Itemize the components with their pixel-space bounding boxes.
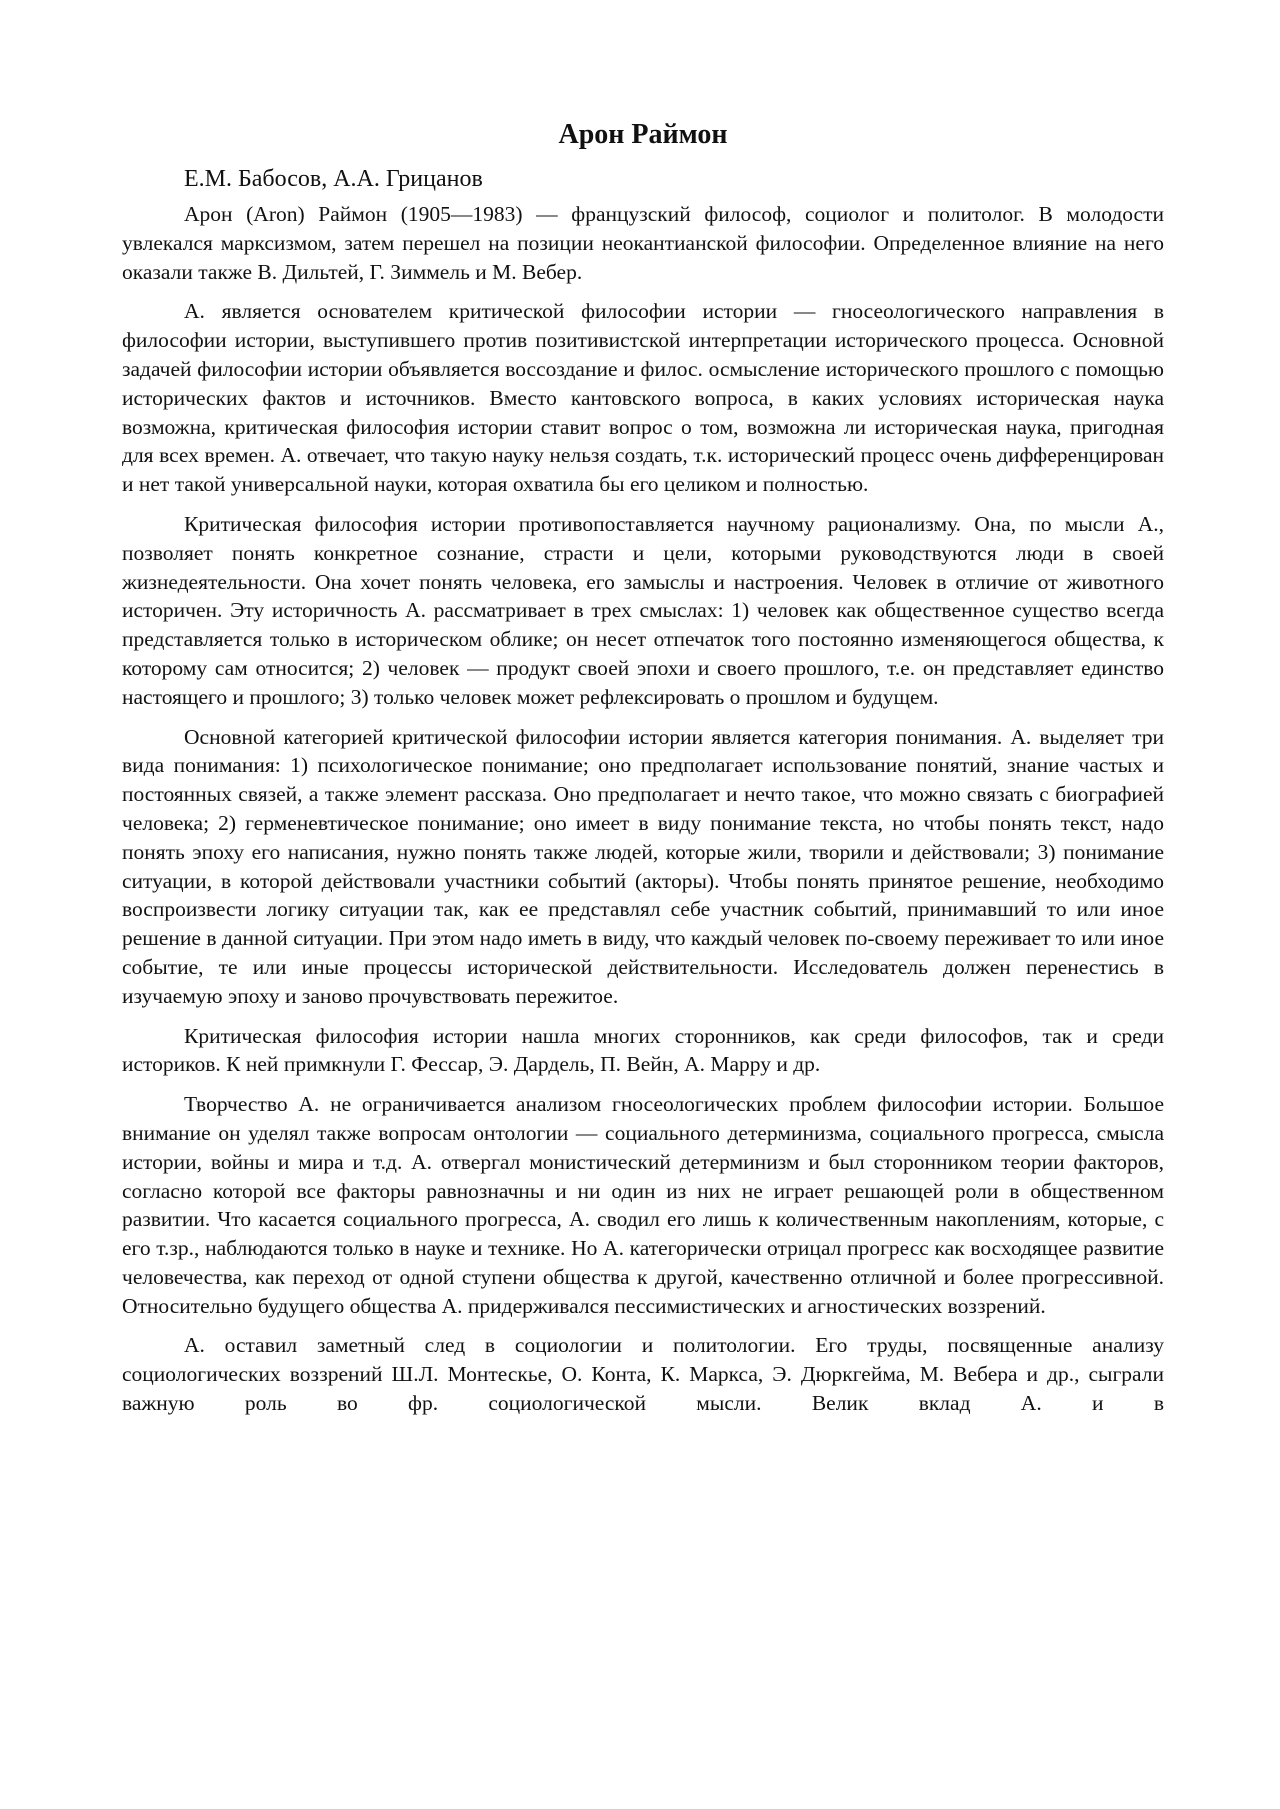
paragraph-3: Критическая философия истории противопоставляется научному рационализму. Она, по мысли А., позволяет понять конкретное сознание, страсти и цели, которыми руководствуются люди в своей жизнедеятельности. Она хочет понять человека, его замыслы и настроения. Человек в отличие от животного историчен. Эту историчность А. рассматривает в трех смыслах: 1) человек как общественное существо всегда представляется только в историческом облике; он несет отпечаток того постоянно изменяющегося общества, к которому сам относится; 2) человек — продукт своей эпохи и своего прошлого, т.е. он представляет единство настоящего и прошлого; 3) только человек может рефлексировать о прошлом и будущем. [122, 511, 1164, 709]
paragraph-7: А. оставил заметный след в социологии и политологии. Его труды, посвященные анализу социологических воззрений Ш.Л. Монтескье, О. Конта, К. Маркса, Э. Дюркгейма, М. Вебера и др., сыграли важную роль во фр. социологической мысли. Велик вклад А. и в [122, 1333, 1164, 1416]
paragraph-4: Основной категорией критической философии истории является категория понимания. А. выделяет три вида понимания: 1) психологическое понимание; оно предполагает использование понятий, знание частых и постоянных связей, а также элемент рассказа. Оно предполагает и нечто такое, что можно связать с биографией человека; 2) герменевтическое понимание; оно имеет в виду понимание текста, но чтобы понять текст, надо понять эпоху его написания, нужно понять также людей, которые жили, творили и действовали; 3) понимание ситуации, в которой действовали участники событий (акторы). Чтобы понять принятое решение, необходимо воспроизвести логику ситуации так, как ее представлял себе участник событий, принимавший то или иное решение в данной ситуации. При этом надо иметь в виду, что каждый человек по-своему переживает то или иное событие, те или иные процессы исторической действительности. Исследователь должен перенестись в изучаемую эпоху и заново прочувствовать пережитое. [122, 724, 1164, 1008]
document-page [122, 118, 1164, 1418]
paragraph-6: Творчество А. не ограничивается анализом гносеологических проблем философии истории. Большое внимание он уделял также вопросам онтологии — социального детерминизма, социального прогресса, смысла истории, войны и мира и т.д. А. отвергал монистический детерминизм и был сторонником теории факторов, согласно которой все факторы равнозначны и ни один из них не играет решающей роли в общественном развитии. Что касается социального прогресса, А. сводил его лишь к количественным накоплениям, которые, с его т.зр., наблюдаются только в науке и технике. Но А. категорически отрицал прогресс как восходящее развитие человечества, как переход от одной ступени общества к другой, качественно отличной и более прогрессивной. Относительно будущего общества А. придерживался пессимистических и агностических воззрений. [122, 1092, 1164, 1318]
paragraph-1: Арон (Aron) Раймон (1905—1983) — французский философ, социолог и политолог. В молодости увлекался марксизмом, затем перешел на позиции неокантианской философии. Определенное влияние на него оказали также В. Дильтей, Г. Зиммель и М. Вебер. [122, 202, 1164, 284]
document-title: Арон Раймон [558, 119, 728, 150]
document-authors: Е.М. Бабосов, А.А. Грицанов [184, 166, 483, 192]
paragraph-5: Критическая философия истории нашла многих сторонников, как среди философов, так и среди историков. К ней примкнули Г. Фессар, Э. Дардель, П. Вейн, А. Марру и др. [122, 1023, 1164, 1077]
paragraph-2: А. является основателем критической философии истории — гносеологического направления в философии истории, выступившего против позитивистской интерпретации исторического процесса. Основной задачей философии истории объявляется воссоздание и филос. осмысление исторического прошлого с помощью исторических фактов и источников. Вместо кантовского вопроса, в каких условиях историческая наука возможна, критическая философия истории ставит вопрос о том, возможна ли историческая наука, пригодная для всех времен. А. отвечает, что такую науку нельзя создать, т.к. исторический процесс очень дифференцирован и нет такой универсальной науки, которая охватила бы его целиком и полностью. [122, 299, 1164, 497]
